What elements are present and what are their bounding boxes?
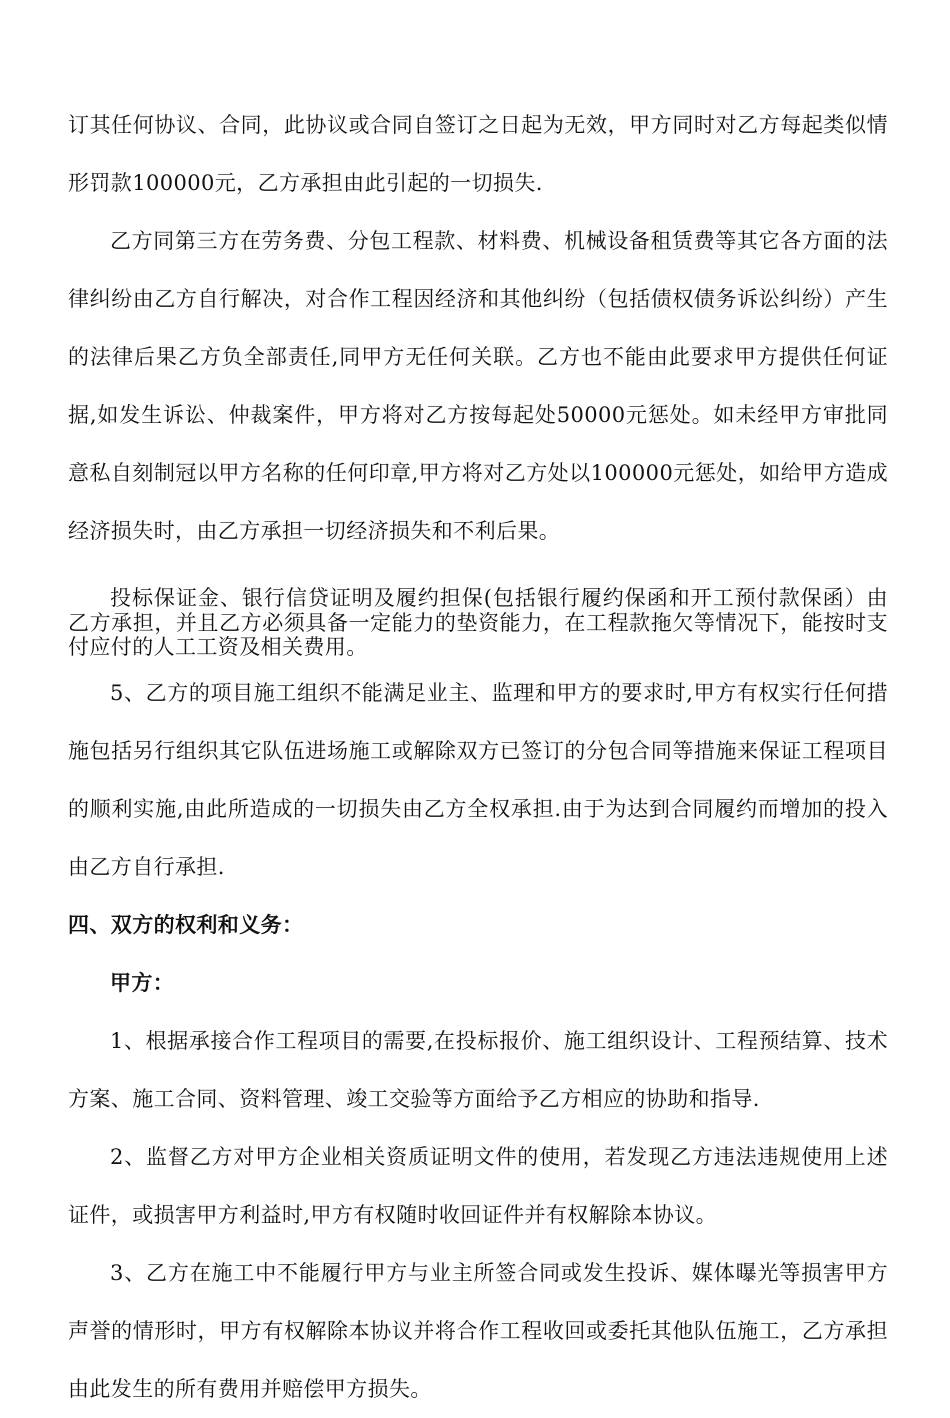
party-a-heading: 甲方： [110,969,175,995]
clause-1: 1、根据承接合作工程项目的需要,在投标报价、施工组织设计、工程预结算、技术方案、施工合同、资料管理、竣工交验等方面给予乙方相应的协助和指导. [68,1028,888,1111]
paragraph-clause-5: 5、乙方的项目施工组织不能满足业主、监理和甲方的要求时,甲方有权实行任何措施包括另行组织其它队伍进场施工或解除双方已签订的分包合同等措施来保证工程项目的顺利实施,由此所造成的一切损失由乙方全权承担.由于为达到合同履约而增加的投入由乙方自行承担. [68,680,888,879]
document-page [68,96,888,1418]
section-heading: 四、双方的权利和义务： [68,911,304,937]
paragraph-third-party-disputes: 乙方同第三方在劳务费、分包工程款、材料费、机械设备租赁费等其它各方面的法律纠纷由乙方自行解决，对合作工程因经济和其他纠纷（包括债权债务诉讼纠纷）产生的法律后果乙方负全部责任,同甲方无任何关联。乙方也不能由此要求甲方提供任何证据,如发生诉讼、仲裁案件，甲方将对乙方按每起处50000元惩处。如未经甲方审批同意私自刻制冠以甲方名称的任何印章,甲方将对乙方处以100000元惩处，如给甲方造成经济损失时，由乙方承担一切经济损失和不利后果。 [68,229,888,543]
clause-3: 3、乙方在施工中不能履行甲方与业主所签合同或发生投诉、媒体曝光等损害甲方声誉的情形时，甲方有权解除本协议并将合作工程收回或委托其他队伍施工，乙方承担由此发生的所有费用并赔偿甲方损失。 [68,1260,888,1401]
paragraph-continuation: 订其任何协议、合同，此协议或合同自签订之日起为无效，甲方同时对乙方每起类似情形罚款100000元，乙方承担由此引起的一切损失. [68,113,888,195]
clause-2: 2、监督乙方对甲方企业相关资质证明文件的使用，若发现乙方违法违规使用上述证件，或损害甲方利益时,甲方有权随时收回证件并有权解除本协议。 [68,1144,888,1227]
paragraph-bid-guarantee: 投标保证金、银行信贷证明及履约担保(包括银行履约保函和开工预付款保函）由乙方承担，并且乙方必须具备一定能力的垫资能力，在工程款拖欠等情况下，能按时支付应付的人工工资及相关费用。 [68,586,888,659]
